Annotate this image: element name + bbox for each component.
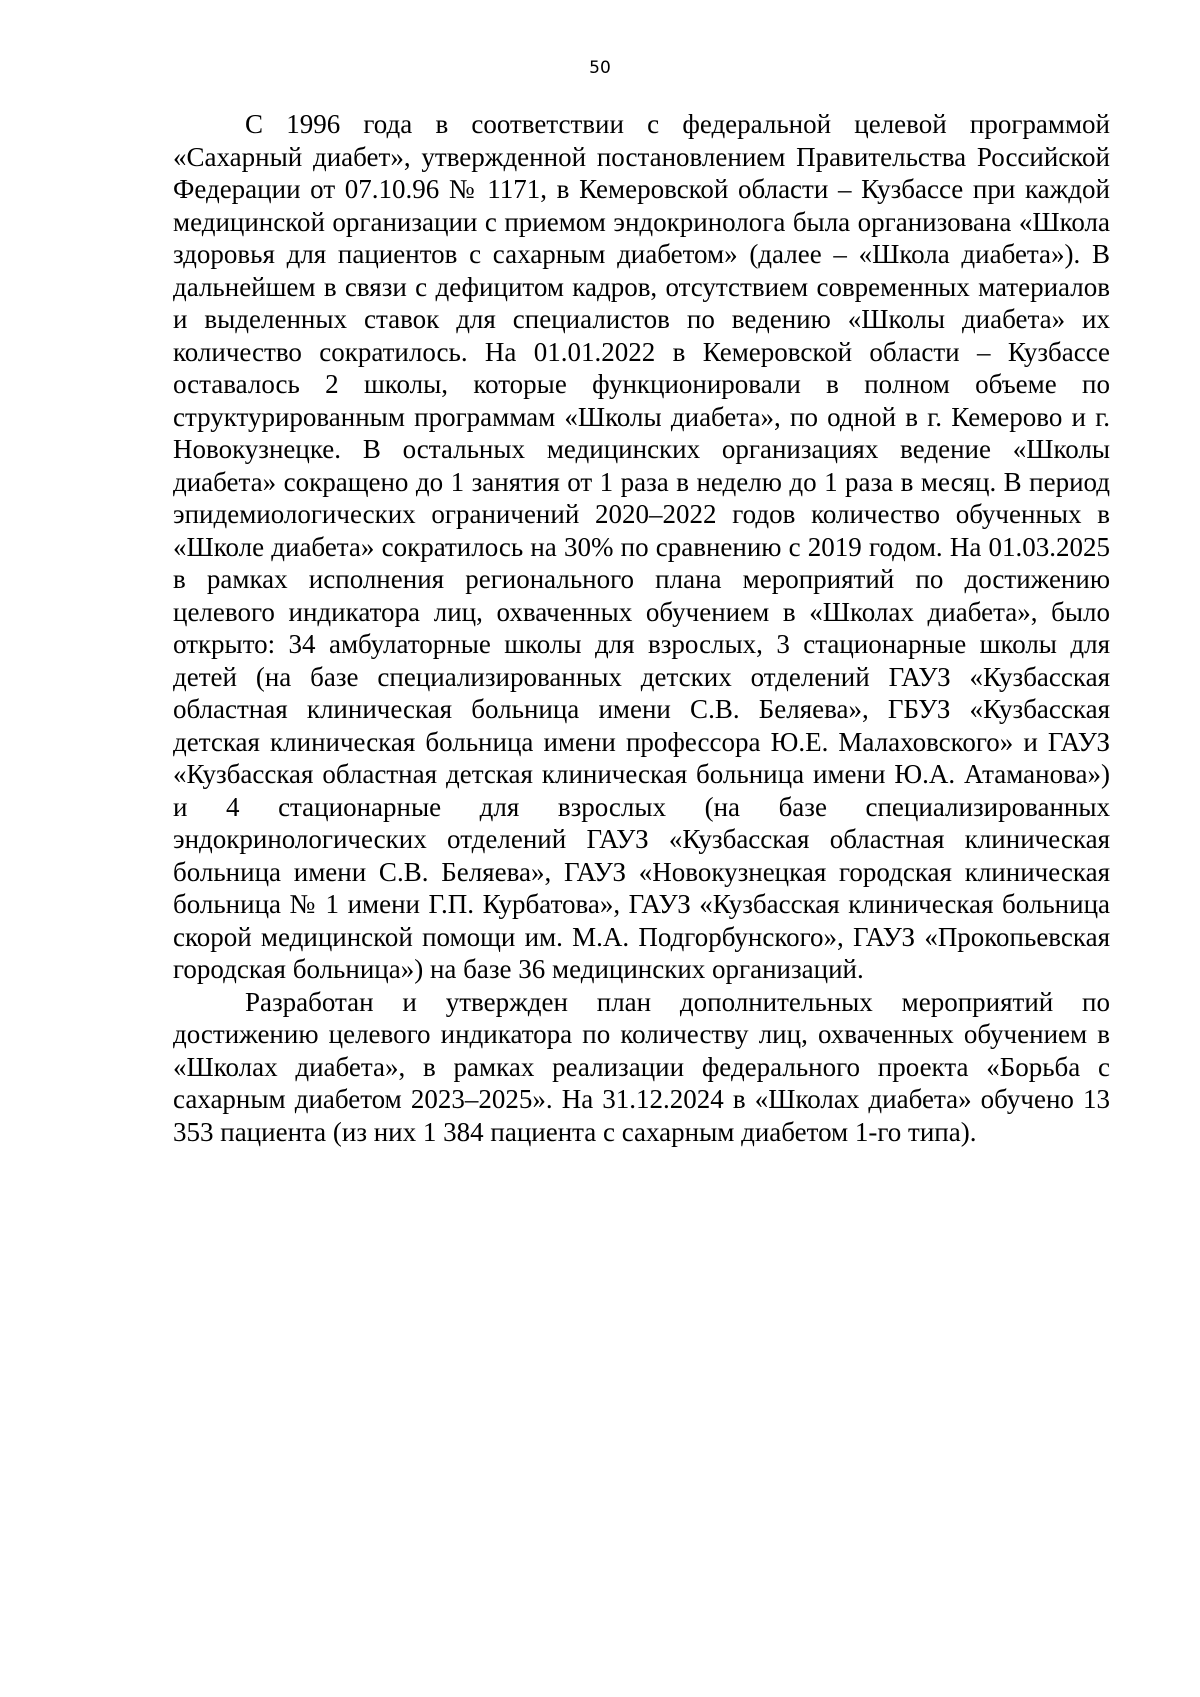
page-number: 50 bbox=[589, 58, 611, 78]
paragraph-diabetes-schools-history: С 1996 года в соответствии с федеральной целевой программой «Сахарный диабет», утвержденной постановлением Правительства Российской Федерации от 07.10.96 № 1171, в Кемеровской области – Кузбассе при каждой медицинской организации с приемом эндокринолога была организована «Школа здоровья для пациентов с сахарным диабетом» (далее – «Школа диабета»). В дальнейшем в связи с дефицитом кадров, отсутствием современных материалов и выделенных ставок для специалистов по ведению «Школы диабета» их количество сократилось. На 01.01.2022 в Кемеровской области – Кузбассе оставалось 2 школы, которые функционировали в полном объеме по структурированным программам «Школы диабета», по одной в г. Кемерово и г. Новокузнецке. В остальных медицинских организациях ведение «Школы диабета» сокращено до 1 занятия от 1 раза в неделю до 1 раза в месяц. В период эпидемиологических ограничений 2020–2022 годов количество обученных в «Школе диабета» сократилось на 30% по сравнению с 2019 годом. На 01.03.2025 в рамках исполнения регионального плана мероприятий по достижению целевого индикатора лиц, охваченных обучением в «Школах диабета», было открыто: 34 амбулаторные школы для взрослых, 3 стационарные школы для детей (на базе специализированных детских отделений ГАУЗ «Кузбасская областная клиническая больница имени С.В. Беляева», ГБУЗ «Кузбасская детская клиническая больница имени профессора Ю.Е. Малаховского» и ГАУЗ «Кузбасская областная детская клиническая больница имени Ю.А. Атаманова») и 4 стационарные для взрослых (на базе специализированных эндокринологических отделений ГАУЗ «Кузбасская областная клиническая больница имени С.В. Беляева», ГАУЗ «Новокузнецкая городская клиническая больница № 1 имени Г.П. Курбатова», ГАУЗ «Кузбасская клиническая больница скорой медицинской помощи им. М.А. Подгорбунского», ГАУЗ «Прокопьевская городская больница») на базе 36 медицинских организаций. bbox=[173, 109, 1110, 984]
document-body bbox=[173, 108, 1110, 1148]
paragraph-additional-measures-plan: Разработан и утвержден план дополнительных мероприятий по достижению целевого индикатора по количеству лиц, охваченных обучением в «Школах диабета», в рамках реализации федерального проекта «Борьба с сахарным диабетом 2023–2025». На 31.12.2024 в «Школах диабета» обучено 13 353 пациента (из них 1 384 пациента с сахарным диабетом 1-го типа). bbox=[173, 986, 1110, 1147]
